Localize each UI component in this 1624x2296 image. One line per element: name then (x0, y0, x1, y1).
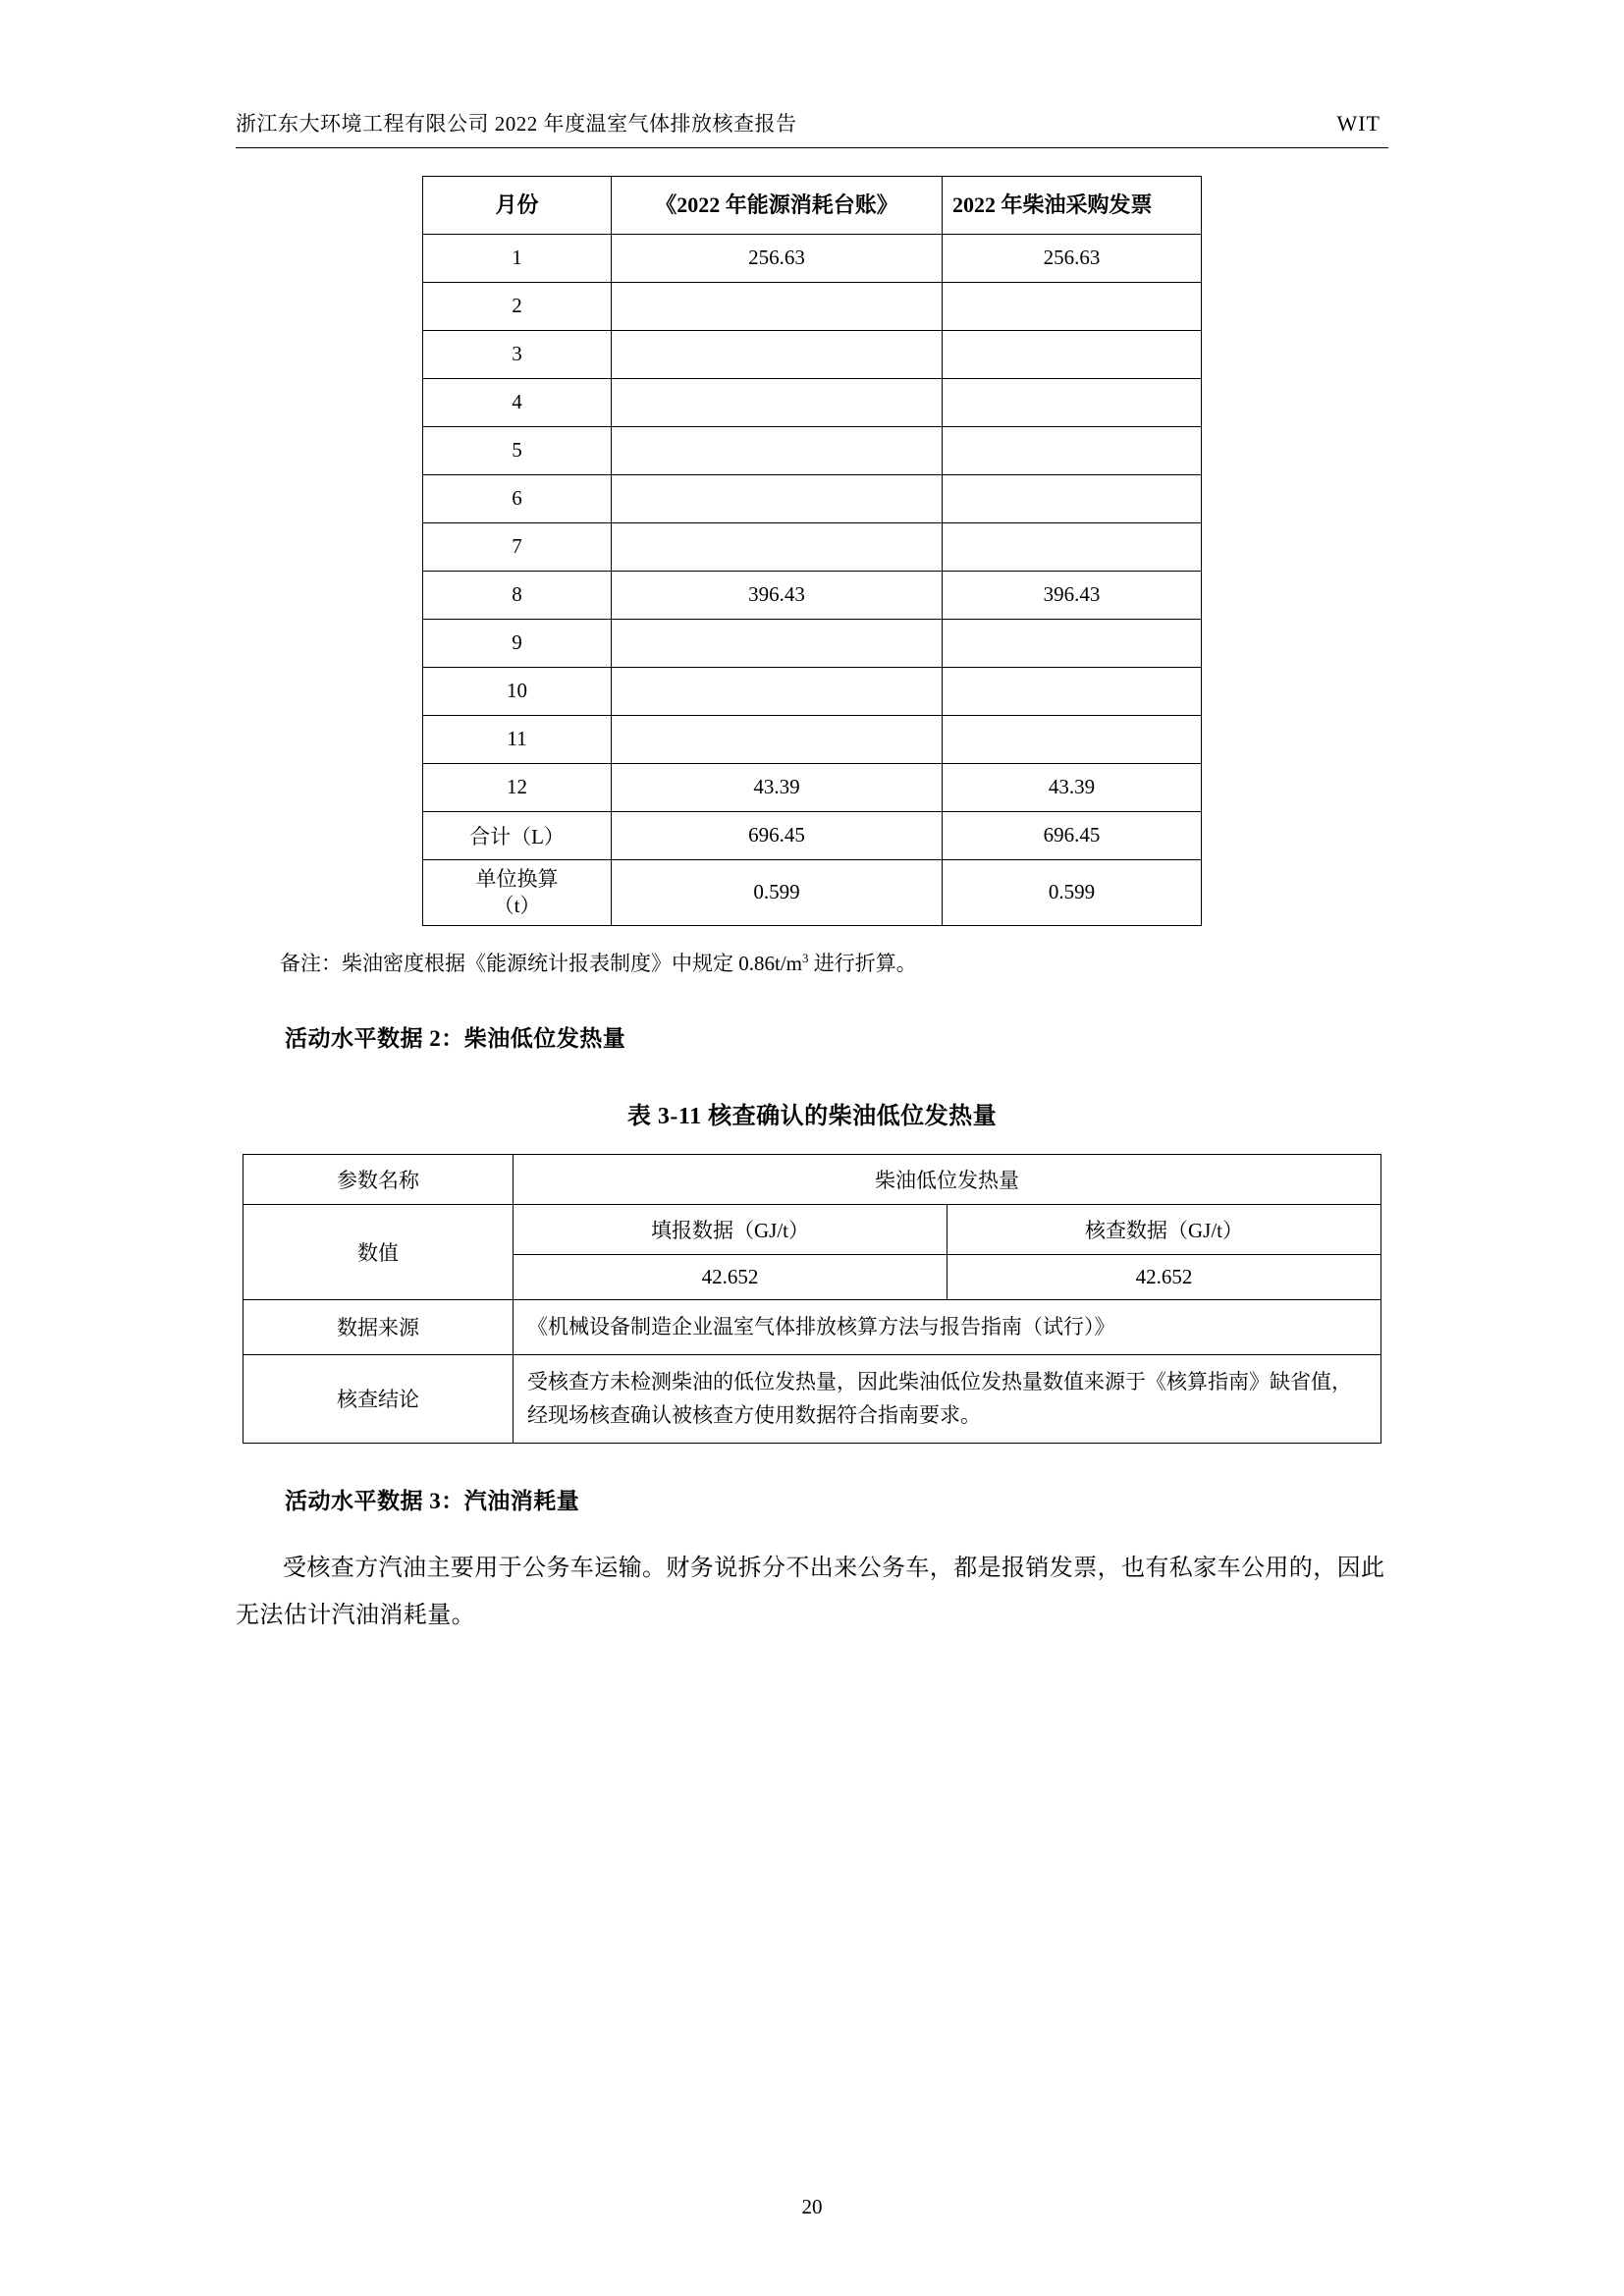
cell-month: 11 (423, 715, 612, 763)
cell-invoice-value: 0.599 (943, 859, 1202, 926)
table-row (423, 378, 1202, 426)
cell-month: 1 (423, 234, 612, 282)
cell-month: 8 (423, 571, 612, 619)
reported-data-value: 42.652 (514, 1254, 947, 1299)
table-row (423, 571, 1202, 619)
table-row (244, 1204, 1381, 1254)
cell-ledger-value (612, 426, 943, 474)
table-body (423, 234, 1202, 926)
cell-invoice-value (943, 667, 1202, 715)
cell-invoice-value (943, 378, 1202, 426)
cell-invoice-value (943, 282, 1202, 330)
diesel-consumption-table (422, 176, 1202, 926)
cell-month: 12 (423, 763, 612, 811)
table-row (423, 763, 1202, 811)
cell-month: 3 (423, 330, 612, 378)
table-row (423, 282, 1202, 330)
cell-invoice-value (943, 474, 1202, 522)
cell-month: 2 (423, 282, 612, 330)
table-row (423, 522, 1202, 571)
table-note: 备注：柴油密度根据《能源统计报表制度》中规定 $0.86t/m^3$ 进行折算。 (280, 951, 917, 976)
cell-ledger-value (612, 667, 943, 715)
cell-ledger-value (612, 474, 943, 522)
cell-invoice-value: 43.39 (943, 763, 1202, 811)
section-heading-activity-data-3: 活动水平数据 3：汽油消耗量 (285, 1488, 580, 1513)
cell-invoice-value (943, 715, 1202, 763)
section-heading-activity-data-2: 活动水平数据 2：柴油低位发热量 (285, 1025, 626, 1051)
table-row (423, 474, 1202, 522)
table-row (244, 1354, 1381, 1443)
cell-invoice-value (943, 330, 1202, 378)
cell-ledger-value (612, 282, 943, 330)
param-name-label: 参数名称 (244, 1154, 514, 1204)
cell-ledger-value: 256.63 (612, 234, 943, 282)
cell-ledger-value (612, 378, 943, 426)
diesel-lhv-table (243, 1154, 1381, 1444)
header-logo-text: WIT (1336, 111, 1380, 136)
table-row (423, 234, 1202, 282)
data-source-label: 数据来源 (244, 1299, 514, 1354)
cell-invoice-value: 256.63 (943, 234, 1202, 282)
table-row (423, 715, 1202, 763)
table-row (423, 426, 1202, 474)
col-header-month: 月份 (423, 177, 612, 235)
cell-ledger-value (612, 619, 943, 667)
col-header-ledger: 《2022 年能源消耗台账》 (612, 177, 943, 235)
cell-month: 4 (423, 378, 612, 426)
conclusion-value: 受核查方未检测柴油的低位发热量，因此柴油低位发热量数值来源于《核算指南》缺省值，经现场核查确认被核查方使用数据符合指南要求。 (514, 1354, 1381, 1443)
cell-month: 单位换算 （t） (423, 859, 612, 926)
table-row (244, 1299, 1381, 1354)
body-paragraph: 受核查方汽油主要用于公务车运输。财务说拆分不出来公务车，都是报销发票，也有私家车公用的，因此无法估计汽油消耗量。 (236, 1555, 1385, 1628)
table-header-row (423, 177, 1202, 235)
reported-data-header: 填报数据（GJ/t） (514, 1204, 947, 1254)
cell-invoice-value (943, 426, 1202, 474)
page-number: 20 (801, 2195, 823, 2218)
table-row (244, 1154, 1381, 1204)
table-row (423, 859, 1202, 926)
page-header (236, 108, 1388, 148)
param-name-value: 柴油低位发热量 (514, 1154, 1381, 1204)
cell-month: 7 (423, 522, 612, 571)
cell-month: 9 (423, 619, 612, 667)
cell-month: 5 (423, 426, 612, 474)
col-header-invoice: 2022 年柴油采购发票 (943, 177, 1202, 235)
cell-ledger-value (612, 522, 943, 571)
verified-data-header: 核查数据（GJ/t） (947, 1204, 1381, 1254)
cell-ledger-value: 43.39 (612, 763, 943, 811)
cell-ledger-value: 396.43 (612, 571, 943, 619)
cell-month: 合计（L） (423, 811, 612, 859)
cell-month: 6 (423, 474, 612, 522)
table-row (423, 667, 1202, 715)
cell-ledger-value: 0.599 (612, 859, 943, 926)
cell-ledger-value (612, 330, 943, 378)
table-3-11-caption: 表 3-11 核查确认的柴油低位发热量 (626, 1103, 998, 1129)
data-source-value: 《机械设备制造企业温室气体排放核算方法与报告指南（试行）》 (514, 1299, 1381, 1354)
cell-invoice-value (943, 522, 1202, 571)
conclusion-label: 核查结论 (244, 1354, 514, 1443)
cell-invoice-value (943, 619, 1202, 667)
cell-ledger-value (612, 715, 943, 763)
value-label: 数值 (244, 1204, 514, 1299)
cell-month: 10 (423, 667, 612, 715)
header-title: 浙江东大环境工程有限公司 2022 年度温室气体排放核查报告 (236, 112, 797, 136)
verified-data-value: 42.652 (947, 1254, 1381, 1299)
table-row (423, 619, 1202, 667)
table-row (423, 811, 1202, 859)
cell-invoice-value: 396.43 (943, 571, 1202, 619)
cell-ledger-value: 696.45 (612, 811, 943, 859)
table-row (423, 330, 1202, 378)
cell-invoice-value: 696.45 (943, 811, 1202, 859)
